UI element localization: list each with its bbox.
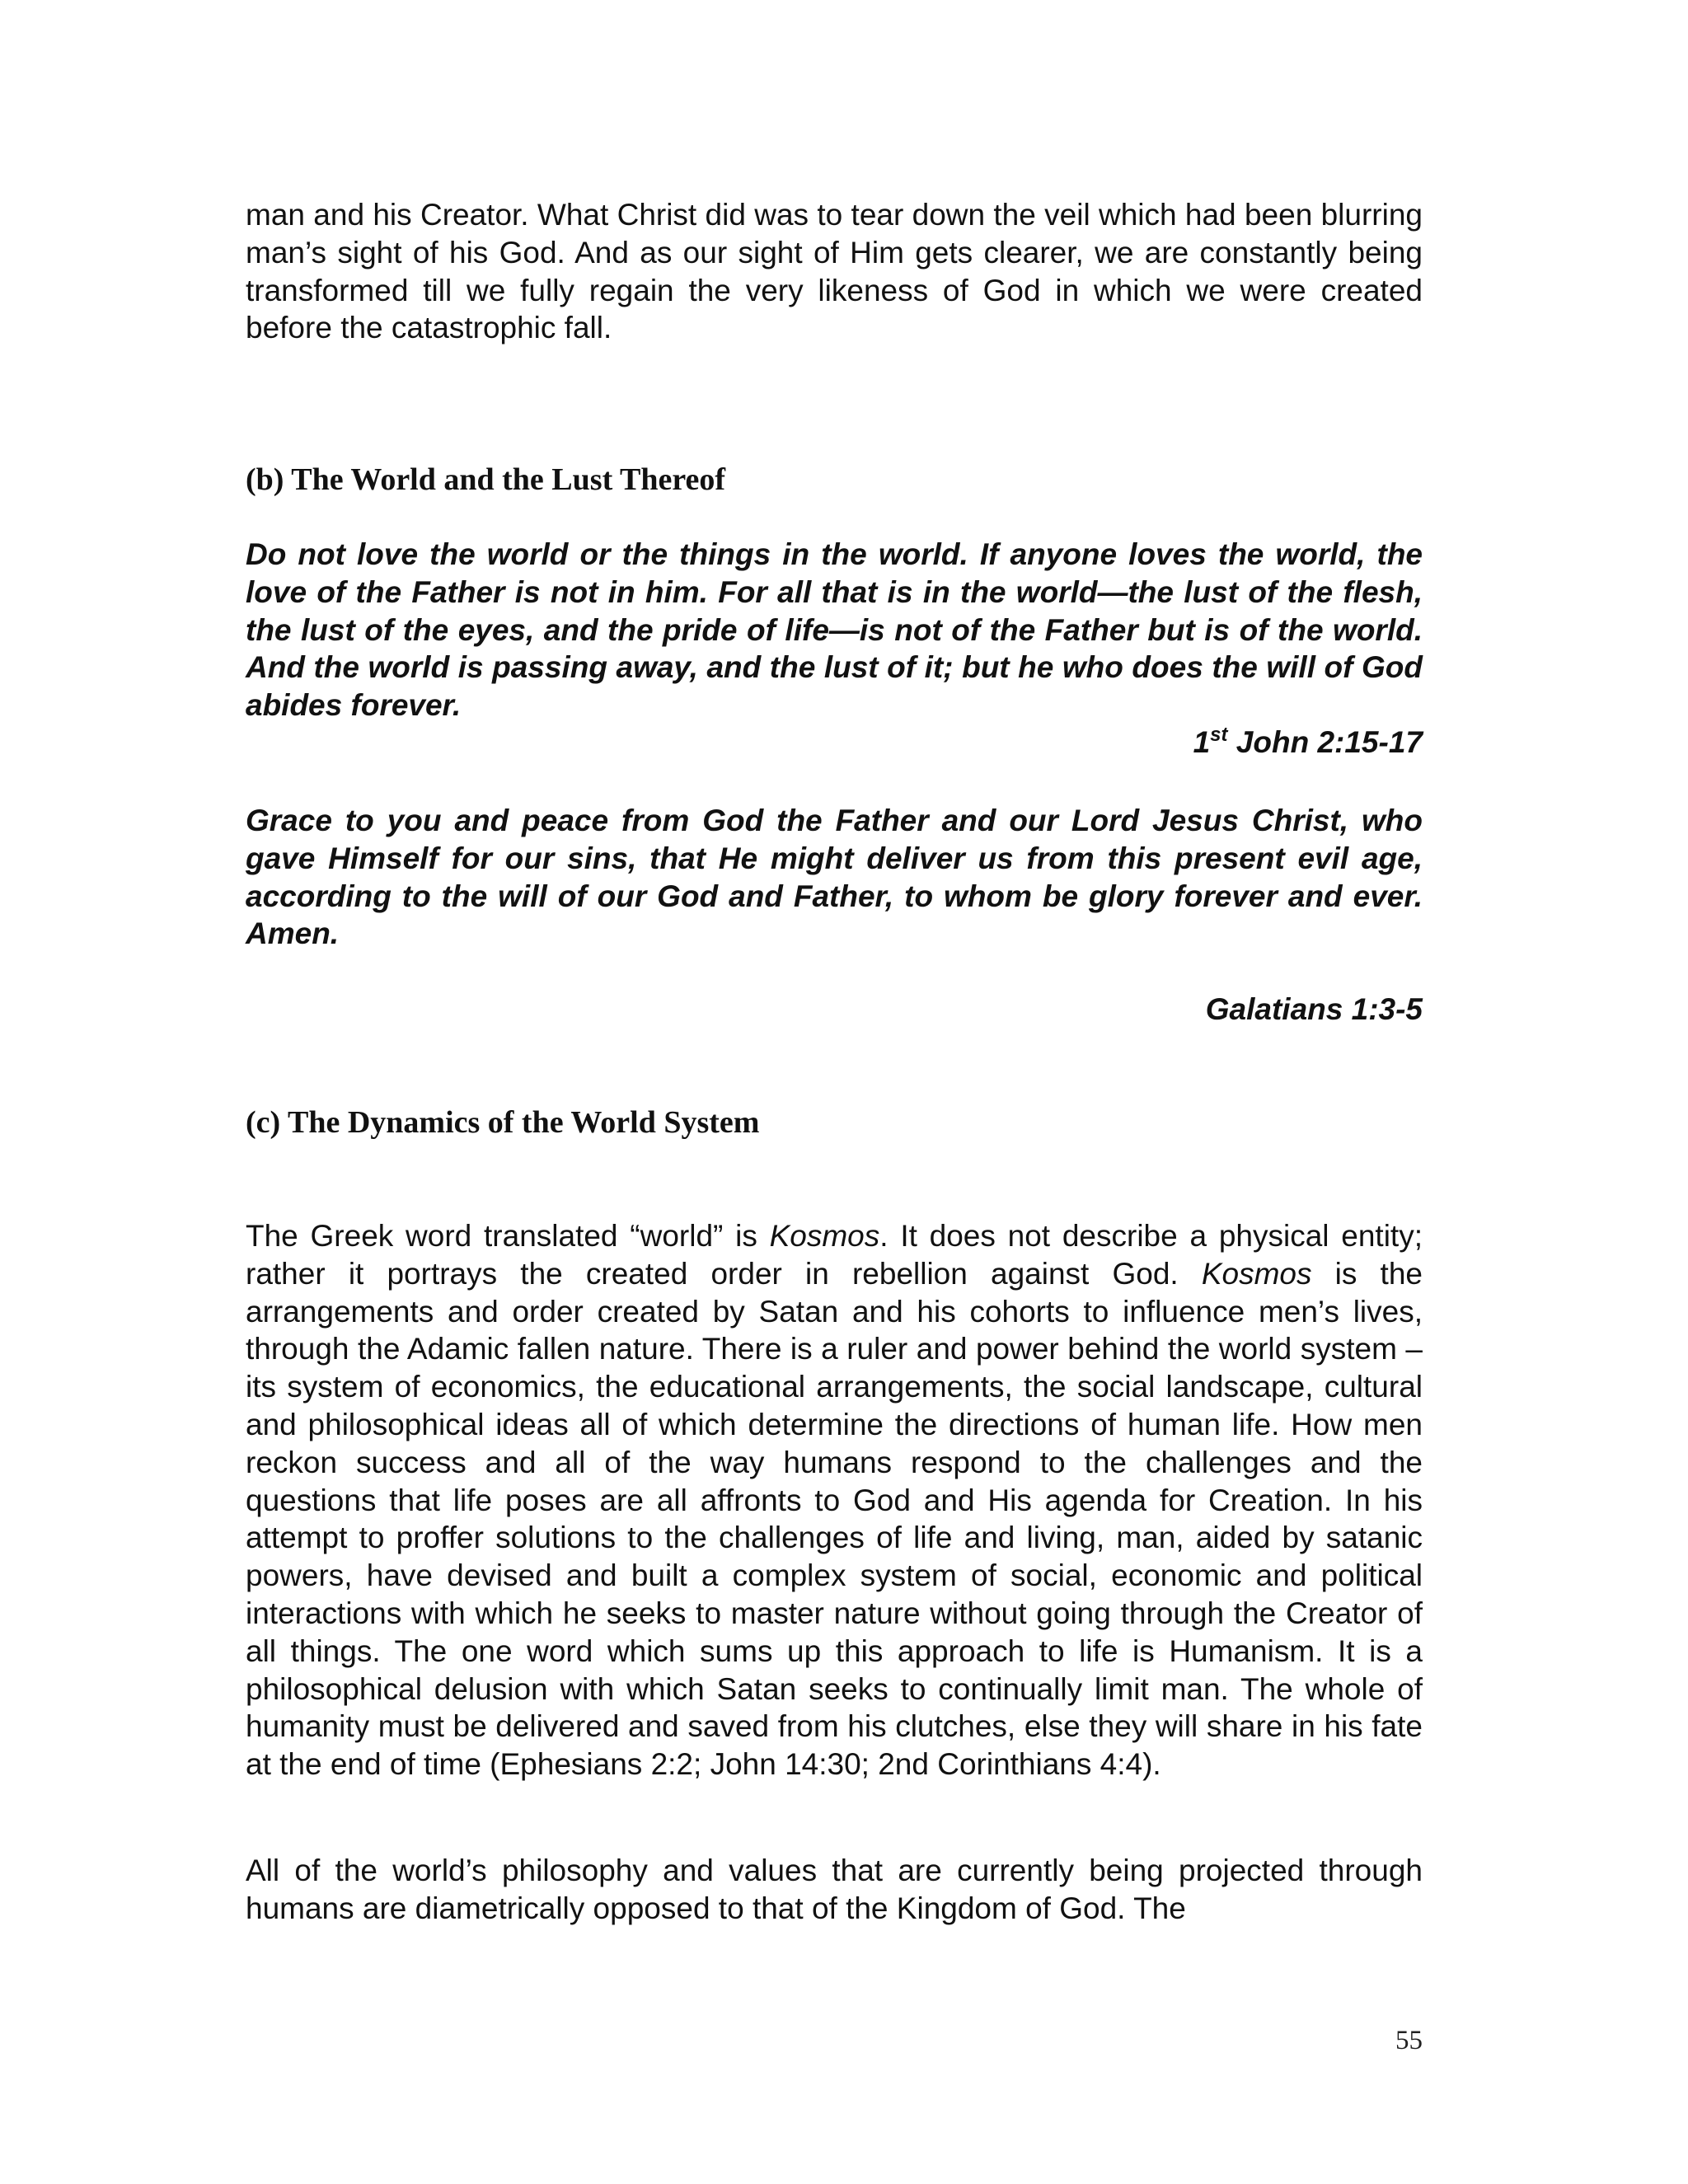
kosmos-term: Kosmos (1201, 1256, 1312, 1291)
intro-paragraph: man and his Creator. What Christ did was to tear down the veil which had been blurring man’s sight of his God. And as our sight of Him gets clearer, we are constantly being transformed till we fully regain the very likeness of God in which we were created before the catastrophic fall. (246, 198, 1423, 345)
reference-ordinal: 1 (1193, 725, 1211, 759)
section-c-heading: (c) The Dynamics of the World System (246, 1105, 760, 1140)
paragraph-text: is the arrangements and order created by Satan and his cohorts to influence men’s lives, through the Adamic fallen nature. There is a ruler and power behind the world system –its system of economics, the educational arrangements, the social landscape, cultural and philosophical ideas all of which determine the directions of human life. How men reckon success and all of the way humans respond to the challenges and the questions that life poses are all affronts to God and His agenda for Creation. In his attempt to proffer solutions to the challenges of life and living, man, aided by satanic powers, have devised and built a complex system of social, economic and political interactions with which he seeks to master nature without going through the Creator of all things. The one word which sums up this approach to life is Humanism. It is a philosophical delusion with which Satan seeks to continually limit man. The whole of humanity must be delivered and saved from his clutches, else they will share in his fate at the end of time (Ephesians 2:2; John 14:30; 2nd Corinthians 4:4). (246, 1256, 1423, 1782)
paragraph-text: The Greek word translated “world” is (246, 1219, 770, 1253)
page-number: 55 (1395, 2026, 1423, 2055)
reference-ordinal-suffix: st (1210, 724, 1228, 746)
section-c-paragraph-2: All of the world’s philosophy and values that are currently being projected through humans are diametrically opposed to that of the Kingdom of God. The (246, 1854, 1423, 1925)
reference-text: John 2:15-17 (1227, 725, 1423, 759)
kosmos-term: Kosmos (769, 1219, 880, 1253)
scripture-quote-1-john: Do not love the world or the things in the world. If anyone loves the world, the love of the Father is not in him. For all that is in the world—the lust of the flesh, the lust of the eyes, and the pride of life—is not of the Father but is of the world. And the world is passing away, and the lust of it; but he who does the will of God abides forever. (246, 537, 1423, 723)
paragraph-text: . It does not describe a physical entity; rather it portrays the created order in rebellion against God. (246, 1219, 1423, 1291)
scripture-quote-galatians: Grace to you and peace from God the Father and our Lord Jesus Christ, who gave Himself for our sins, that He might deliver us from this present evil age, according to the will of our God and Father, to whom be glory forever and ever. Amen. (246, 804, 1423, 951)
section-c-paragraph-1 (246, 1217, 1423, 1783)
scripture-reference-galatians: Galatians 1:3-5 (1205, 992, 1423, 1026)
scripture-reference-1-john (246, 725, 1423, 760)
section-b-heading: (b) The World and the Lust Thereof (246, 462, 726, 497)
